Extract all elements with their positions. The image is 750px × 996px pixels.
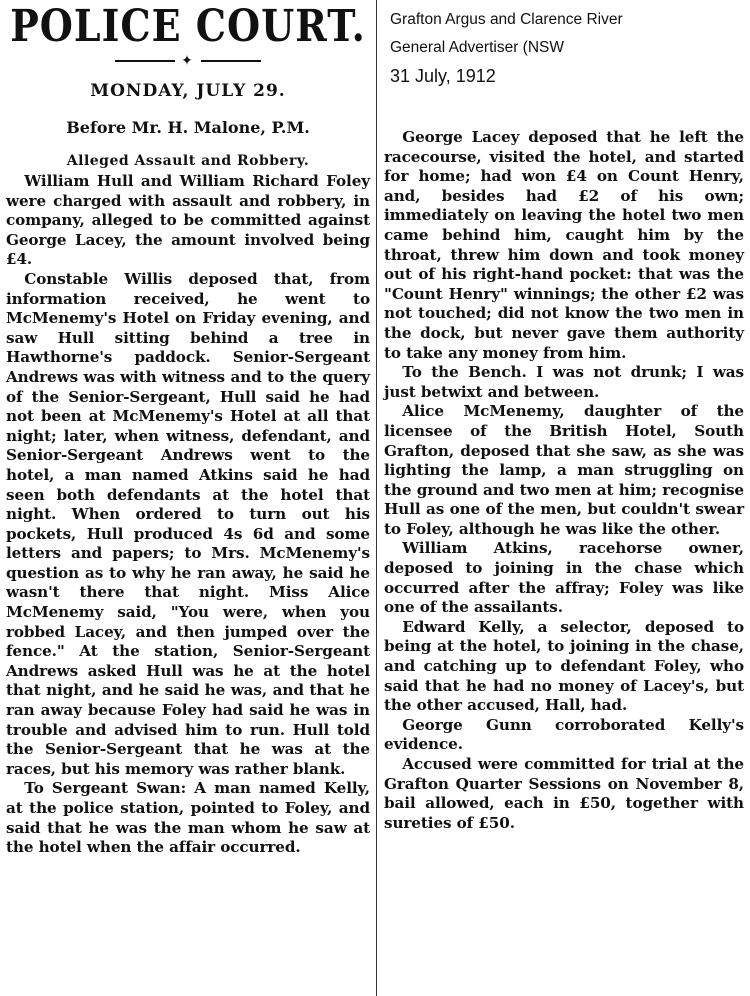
column-rule xyxy=(376,0,377,996)
divider-line-left xyxy=(115,60,175,62)
right-body xyxy=(384,128,744,833)
right-column xyxy=(384,0,744,996)
paragraph: William Atkins, racehorse owner, deposed to joining in the chase which occurred after the affray; Foley was like one of the assailants. xyxy=(384,539,744,617)
source-date: 31 July, 1912 xyxy=(390,66,496,86)
star-ornament-icon: ✦ xyxy=(181,53,195,69)
article-dateline: MONDAY, JULY 29. xyxy=(90,81,286,101)
paragraph: To Sergeant Swan: A man named Kelly, at the police station, pointed to Foley, and said that he was the man whom he saw at the hotel when the affair occurred. xyxy=(6,779,370,857)
ornament-divider xyxy=(6,52,370,70)
paragraph: To the Bench. I was not drunk; I was just betwixt and between. xyxy=(384,363,744,401)
article-headline: POLICE COURT. xyxy=(10,0,366,52)
magistrate-line: Before Mr. H. Malone, P.M. xyxy=(66,118,310,137)
paragraph: George Gunn corroborated Kelly's evidence. xyxy=(384,715,744,754)
paragraph: Constable Willis deposed that, from information received, he went to McMenemy's Hotel on Friday evening, and saw Hull sitting behind a tree in Hawthorne's paddock. Senior-Sergeant Andrews was with witness and to the query of the Senior-Sergeant, Hull said he had not been at McMenemy's Hotel at all that night; later, when witness, defendant, and Senior-Sergeant Andrews went to the hotel, a man named Atkins said he had seen both defendants at the hotel that night. When ordered to turn out his pockets, Hull produced 4s 6d and some letters and papers; to Mrs. McMenemy's question as to why he ran away, he said he wasn't there that night. Miss Alice McMenemy said, "You were, when you robbed Lacey, and then jumped over the fence." At the station, Senior-Sergeant Andrews asked Hull was he at the hotel that night, and he said he was, and that he ran away because Foley had said he was in trouble and advised him to run. Hull told the Senior-Sergeant that he was at the races, but his memory was rather blank. xyxy=(6,269,370,778)
divider-line-right xyxy=(201,60,261,62)
article-subheading: Alleged Assault and Robbery. xyxy=(66,153,310,169)
source-publication-cont: General Advertiser (NSW xyxy=(390,39,564,56)
left-body xyxy=(6,172,370,858)
paragraph: George Lacey deposed that he left the racecourse, visited the hotel, and started for home; had won £4 on Count Henry, and, besides had £2 of his own; immediately on leaving the hotel two men came behind him, caught him by the throat, threw him down and took money out of his right-hand pocket: that was the "Count Henry" winnings; the other £2 was not touched; did not know the two men in the dock, but never gave them authority to take any money from him. xyxy=(384,128,744,362)
paragraph: Accused were committed for trial at the Grafton Quarter Sessions on November 8, bail allowed, each in £50, together with sureties of £50. xyxy=(384,755,744,832)
paragraph: Alice McMenemy, daughter of the licensee of the British Hotel, South Grafton, deposed that she saw, as she was lighting the lamp, a man struggling on the ground and two men at him; recognise Hull as one of the men, but couldn't swear to Foley, although he was like the other. xyxy=(384,402,744,538)
paragraph: Edward Kelly, a selector, deposed to being at the hotel, to joining in the chase, and catching up to defendant Foley, who said that he had no money of Lacey's, but the other accused, Hall, had. xyxy=(384,617,744,715)
source-publication: Grafton Argus and Clarence River xyxy=(390,11,623,28)
paragraph: William Hull and William Richard Foley were charged with assault and robbery, in company, alleged to be committed against George Lacey, the amount involved being £4. xyxy=(6,172,370,269)
left-column xyxy=(6,0,370,996)
